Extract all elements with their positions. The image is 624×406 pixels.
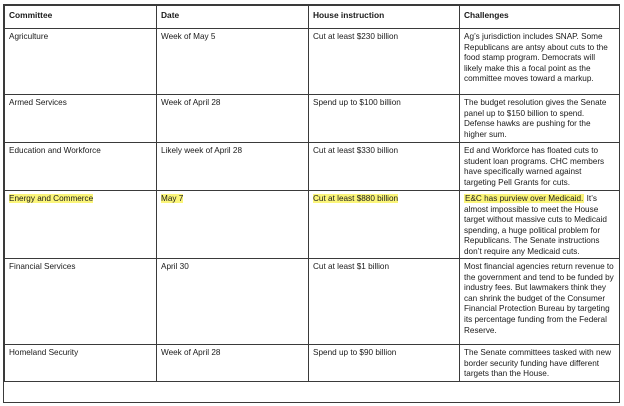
header-committee: Committee (5, 6, 157, 29)
challenges-cell: The Senate committees tasked with new border security funding have different targets than the House. (460, 345, 620, 382)
table-row (5, 95, 620, 143)
house-instruction-cell: Spend up to $90 billion (309, 345, 460, 382)
house-instruction-cell: Cut at least $1 billion (309, 259, 460, 345)
committee-table (4, 5, 620, 382)
challenges-cell (460, 191, 620, 259)
header-house-instruction: House instruction (309, 6, 460, 29)
highlighted-committee: Energy and Commerce (9, 194, 94, 203)
table-row (5, 191, 620, 259)
challenges-cell: Most financial agencies return revenue to the government and tend to be funded by industry fees. But lawmakers think they can shrink the budget of the Consumer Financial Protection Bureau by targeting its percentage funding from the Federal Reserve. (460, 259, 620, 345)
challenge-text: It’s almost impossible to meet the House target without massive cuts to Medicaid spending, a huge political problem for Republicans. The Senate instructions don’t require any Medicaid cuts. (464, 194, 607, 256)
committee-cell (5, 191, 157, 259)
date-cell: Week of April 28 (157, 345, 309, 382)
date-cell: Week of May 5 (157, 29, 309, 95)
date-cell (157, 191, 309, 259)
committee-table-container (3, 4, 620, 403)
committee-cell: Homeland Security (5, 345, 157, 382)
committee-cell: Education and Workforce (5, 143, 157, 191)
house-instruction-cell (309, 191, 460, 259)
date-cell: April 30 (157, 259, 309, 345)
challenges-cell: The budget resolution gives the Senate panel up to $150 billion to spend. Defense hawks are pushing for the higher sum. (460, 95, 620, 143)
committee-cell: Armed Services (5, 95, 157, 143)
challenges-cell: Ed and Workforce has floated cuts to student loan programs. CHC members have specifically warned against targeting Pell Grants for cuts. (460, 143, 620, 191)
house-instruction-cell: Spend up to $100 billion (309, 95, 460, 143)
table-row (5, 259, 620, 345)
header-challenges: Challenges (460, 6, 620, 29)
header-date: Date (157, 6, 309, 29)
highlighted-date: May 7 (161, 194, 184, 203)
table-row (5, 29, 620, 95)
committee-cell: Agriculture (5, 29, 157, 95)
date-cell: Likely week of April 28 (157, 143, 309, 191)
highlighted-challenge-text: E&C has purview over Medicaid. (465, 194, 584, 203)
table-row (5, 143, 620, 191)
header-row (5, 6, 620, 29)
table-row (5, 345, 620, 382)
date-cell: Week of April 28 (157, 95, 309, 143)
house-instruction-cell: Cut at least $230 billion (309, 29, 460, 95)
challenges-cell: Ag’s jurisdiction includes SNAP. Some Republicans are antsy about cuts to the food stamp program. Democrats will likely make this a focal point as the committee moves toward a markup. (460, 29, 620, 95)
house-instruction-cell: Cut at least $330 billion (309, 143, 460, 191)
highlighted-house-instruction: Cut at least $880 billion (313, 194, 399, 203)
committee-cell: Financial Services (5, 259, 157, 345)
